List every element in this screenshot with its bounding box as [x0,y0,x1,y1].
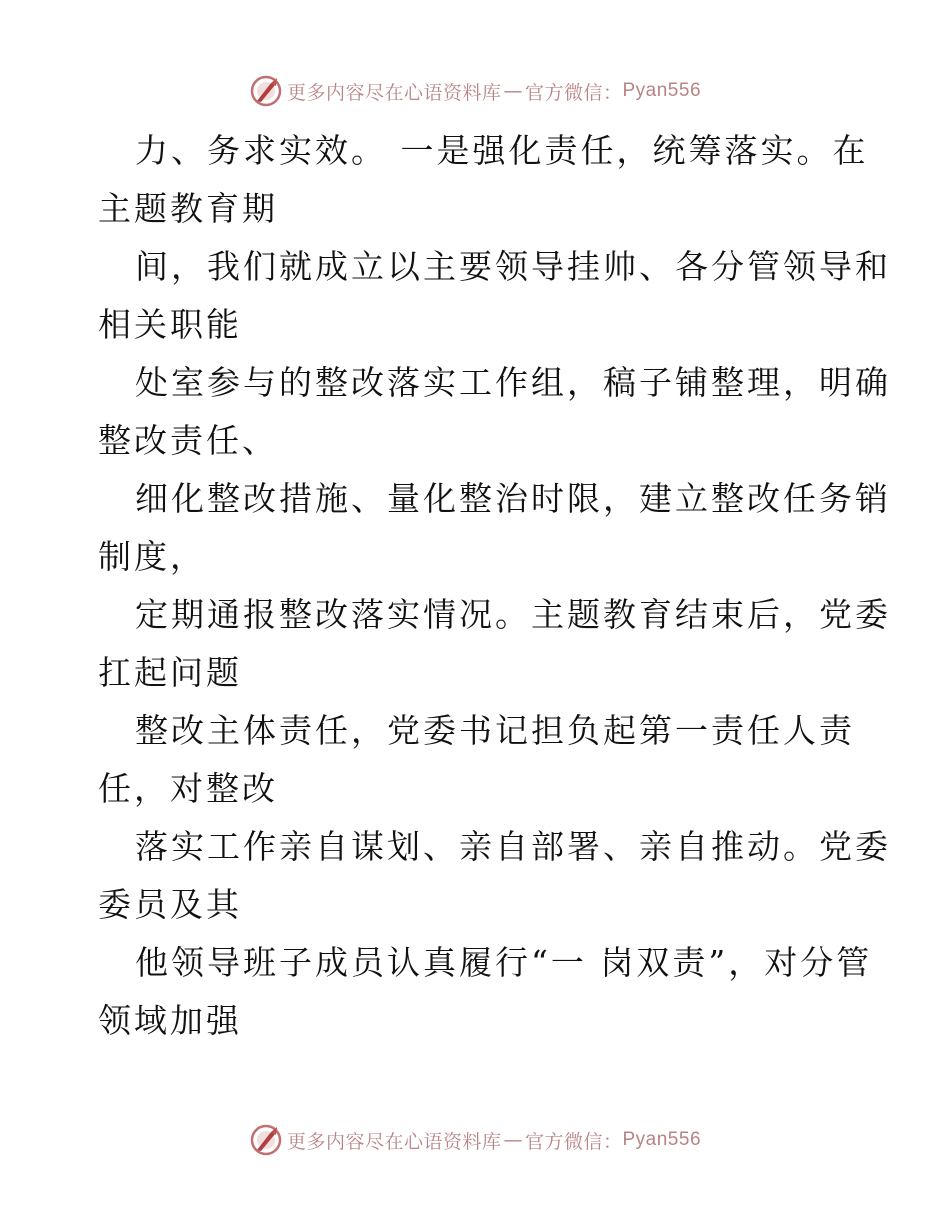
paragraph-first-line: 整改主体责任，党委书记担负起第一责任人责 [135,711,855,750]
quill-pen-logo-icon [249,1123,283,1157]
paragraph-wrap-line: 扛起问题 [98,653,242,692]
paragraph [98,934,873,1050]
paragraph [98,470,891,586]
paragraph-wrap-line: 任，对整改 [98,769,278,808]
watermark-wechat-label: 官方微信： [524,81,623,104]
paragraph-first-line: 定期通报整改落实情况。主题教育结束后，党委 [135,595,891,634]
watermark-wechat-label: 官方微信： [524,1130,623,1153]
paragraph-wrap-line: 相关职能 [98,305,242,344]
header-watermark [0,71,950,111]
watermark-text: 更多内容尽在心语资料库 [286,1130,502,1153]
watermark-separator: — [503,1129,523,1151]
watermark-wechat-id: Pyan556 [622,80,702,101]
footer-watermark [0,1120,950,1160]
paragraph-wrap-line: 主题教育期 [98,189,278,228]
paragraph-wrap-line: 制度， [98,537,206,576]
paragraph-wrap-line: 整改责任、 [98,421,278,460]
paragraph-first-line: 他领导班子成员认真履行“一 岗双责”，对分管 [135,943,873,982]
watermark-wechat-id: Pyan556 [622,1129,702,1150]
watermark-text: 更多内容尽在心语资料库 [286,81,502,104]
watermark-separator: — [503,80,523,102]
paragraph-first-line: 落实工作亲自谋划、亲自部署、亲自推动。党委 [135,827,891,866]
paragraph-first-line: 力、务求实效。 一是强化责任，统筹落实。在 [135,131,869,170]
paragraph [98,702,858,818]
paragraph-wrap-line: 领域加强 [98,1001,242,1040]
paragraph-wrap-line: 委员及其 [98,885,242,924]
document-body [98,122,891,1050]
paragraph [98,122,869,238]
paragraph [98,238,891,354]
paragraph [98,818,891,934]
paragraph [98,354,891,470]
paragraph-first-line: 细化整改措施、量化整治时限，建立整改任务销 [135,479,891,518]
quill-pen-logo-icon [249,74,283,108]
paragraph [98,586,891,702]
paragraph-first-line: 间，我们就成立以主要领导挂帅、各分管领导和 [135,247,891,286]
paragraph-first-line: 处室参与的整改落实工作组，稿子铺整理，明确 [135,363,891,402]
